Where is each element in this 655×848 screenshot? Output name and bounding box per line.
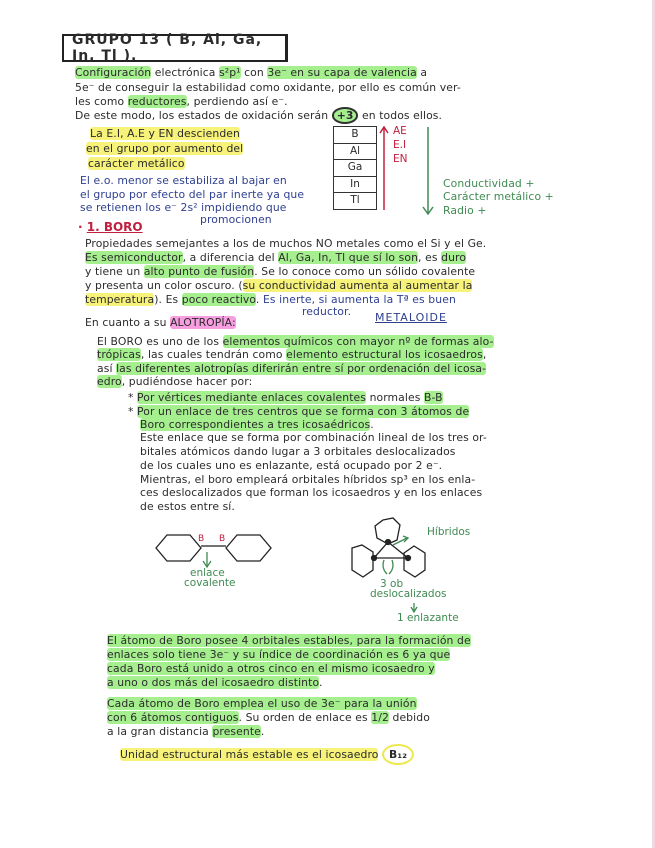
highlighted-text: enlaces solo tiene 3e⁻ y su índice de coordinación es 6 ya que <box>107 648 451 661</box>
text-segment: En cuanto a su <box>85 316 171 329</box>
text-segment: ces deslocalizados que forman los icosaedros y en los enlaces <box>140 486 483 499</box>
text-segment: se retienen los e⁻ 2s² impidiendo que <box>80 201 287 214</box>
highlighted-text: Es semiconductor <box>85 251 183 264</box>
text-segment: . <box>260 725 265 738</box>
highlighted-text: Por vértices mediante enlaces covalentes <box>137 391 367 404</box>
text-segment: , a diferencia del <box>182 251 279 264</box>
highlighted-text: La E.I, A.E y EN descienden <box>90 127 240 140</box>
text-segment: a <box>416 66 428 79</box>
label-ei: E.I <box>393 139 407 151</box>
text-segment: El e.o. menor se estabiliza al bajar en <box>80 174 287 187</box>
text-segment: , las cuales tendrán como <box>140 348 287 361</box>
text-segment: . <box>370 418 374 431</box>
text-segment: de los cuales uno es enlazante, está ocupado por 2 e⁻. <box>140 459 443 472</box>
text-segment: , perdiendo así e⁻. <box>186 95 288 108</box>
atom-b-right: B <box>219 534 226 544</box>
element-cell: B <box>334 127 376 144</box>
element-cell: Al <box>334 144 376 161</box>
metaloide-label: METALOIDE <box>375 311 447 324</box>
highlighted-text: carácter metálico <box>88 157 185 170</box>
highlighted-text: Al, Ga, In, Tl que sí lo son <box>278 251 419 264</box>
highlighted-text: las diferentes alotropías diferirán entre sí por ordenación del icosa- <box>116 362 487 375</box>
text-segment: . <box>255 293 263 306</box>
element-cell: In <box>334 177 376 194</box>
text-segment: les como <box>75 95 128 108</box>
highlighted-text: poco reactivo <box>181 293 256 306</box>
text-segment: , es <box>418 251 442 264</box>
highlighted-text: reductores <box>127 95 187 108</box>
atom-b-left: B <box>198 534 205 544</box>
highlighted-text: trópicas <box>97 348 141 361</box>
highlighted-text: elemento estructural los icosaedros <box>286 348 483 361</box>
element-cell: Tl <box>334 193 376 210</box>
highlighted-text: El átomo de Boro posee 4 orbitales estables, para la formación de <box>107 634 471 647</box>
highlighted-text: Por un enlace de tres centros que se forma con 3 átomos de <box>137 405 470 418</box>
text-segment: 5e⁻ de conseguir la estabilidad como oxidante, por ello es común ver- <box>75 81 461 94</box>
text-segment: normales <box>366 391 424 404</box>
highlighted-text: alto punto de fusión <box>143 265 255 278</box>
highlighted-text: B₁₂ <box>382 744 414 765</box>
text-segment: De este modo, los estados de oxidación serán <box>75 109 332 122</box>
highlighted-text: duro <box>441 251 467 264</box>
covalent-label-1: enlace <box>190 567 225 579</box>
text-segment: el grupo por efecto del par inerte ya que <box>80 188 305 201</box>
highlighted-text: cada Boro está unido a otros cinco en el mismo icosaedro y <box>107 662 435 675</box>
text-segment: así <box>97 362 117 375</box>
text-segment: en todos ellos. <box>358 109 443 122</box>
text-segment: Mientras, el boro empleará orbitales híbridos sp³ en los enla- <box>140 473 476 486</box>
highlighted-text: con 6 átomos contiguos <box>107 711 239 724</box>
label-en: EN <box>393 153 408 165</box>
up-arrow-icon <box>380 127 388 210</box>
text-segment: a la gran distancia <box>107 725 213 738</box>
highlighted-text: Configuración <box>75 66 152 79</box>
text-segment: , <box>482 348 487 361</box>
text-segment: Este enlace que se forma por combinación lineal de los tres or- <box>140 431 487 444</box>
text-segment: bitales atómicos dando lugar a 3 orbitales deslocalizados <box>140 445 456 458</box>
highlighted-text: 3e⁻ en su capa de valencia <box>267 66 417 79</box>
page-title: GRUPO 13 ( B, Al, Ga, In, Tl ). <box>62 34 288 62</box>
element-cell: Ga <box>334 160 376 177</box>
highlighted-text: Unidad estructural más estable es el icosaedro <box>120 748 379 761</box>
highlighted-text: elementos químicos con mayor nº de formas alo- <box>222 335 494 348</box>
text-segment: * <box>128 391 138 404</box>
deloc-label-2: deslocalizados <box>370 588 447 600</box>
highlighted-text: en el grupo por aumento del <box>86 142 244 155</box>
down-arrow-icon <box>423 127 433 214</box>
covalent-label-2: covalente <box>184 577 236 589</box>
text-segment: . Su orden de enlace es <box>238 711 372 724</box>
highlighted-text: 1/2 <box>371 711 389 724</box>
bullet: · <box>78 220 83 234</box>
text-segment: . Se lo conoce como un sólido covalente <box>254 265 476 278</box>
highlighted-text: Boro correspondientes a tres icosaédricos <box>140 418 371 431</box>
deloc-label-1: 3 ob <box>380 578 404 590</box>
highlighted-text: Es inerte, si aumenta la Tª es buen <box>263 293 456 306</box>
text-segment: reductor. <box>302 305 352 318</box>
text-segment: . <box>318 676 323 689</box>
text-segment: , pudiéndose hacer por: <box>121 375 253 388</box>
text-segment: y presenta un color oscuro. ( <box>85 279 243 292</box>
highlighted-text: s²p¹ <box>219 66 241 79</box>
text-segment: Conductividad + <box>443 177 535 190</box>
bonding-label: 1 enlazante <box>397 612 459 624</box>
highlighted-text: B-B <box>424 391 443 404</box>
text-segment: electrónica <box>151 66 220 79</box>
highlighted-text: presente <box>212 725 261 738</box>
text-segment: Carácter metálico + <box>443 190 554 203</box>
section-heading-label: 1. BORO <box>86 220 143 234</box>
highlighted-text: edro <box>97 375 122 388</box>
text-segment: debido <box>388 711 430 724</box>
label-ae: AE <box>393 125 407 137</box>
text-segment: * <box>128 405 138 418</box>
text-segment: de estos entre sí. <box>140 500 235 513</box>
highlighted-text: su conductividad aumenta al aumentar la <box>242 279 473 292</box>
text-segment: y tiene un <box>85 265 144 278</box>
hybrid-label: Híbridos <box>427 526 471 538</box>
text-segment: ). Es <box>154 293 182 306</box>
highlighted-text: ALOTROPÍA: <box>170 316 236 329</box>
text-segment: El BORO es uno de los <box>97 335 223 348</box>
text-segment: Propiedades semejantes a los de muchos NO metales como el Si y el Ge. <box>85 237 487 250</box>
highlighted-text: +3 <box>332 107 359 124</box>
highlighted-text: a uno o dos más del icosaedro distinto <box>107 676 319 689</box>
highlighted-text: Cada átomo de Boro emplea el uso de 3e⁻ para la unión <box>107 697 417 710</box>
text-segment: con <box>240 66 268 79</box>
text-segment: promocionen <box>200 213 272 226</box>
text-segment: Radio + <box>443 204 487 217</box>
highlighted-text: temperatura <box>85 293 155 306</box>
covalent-bond-diagram <box>156 535 271 567</box>
